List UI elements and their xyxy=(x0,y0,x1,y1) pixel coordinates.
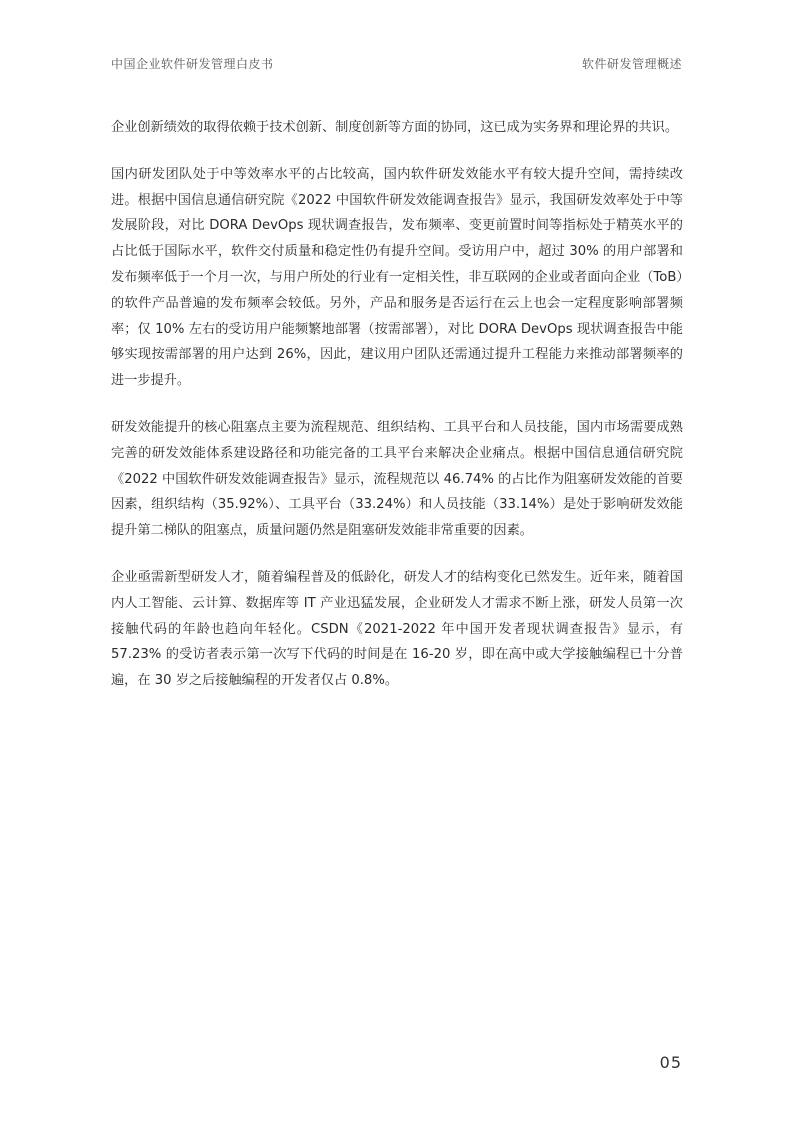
paragraph-efficiency-level: 国内研发团队处于中等效率水平的占比较高，国内软件研发效能水平有较大提升空间，需持续改进。根据中国信息通信研究院《2022 中国软件研发效能调查报告》显示，我国研发效率处于中等发展阶段，对比 DORA DevOps 现状调查报告，发布频率、变更前置时间等指标处于精英水平的占比低于国际水平，软件交付质量和稳定性仍有提升空间。受访用户中，超过 30% 的用户部署和发布频率低于一个月一次，与用户所处的行业有一定相关性，非互联网的企业或者面向企业（ToB）的软件产品普遍的发布频率会较低。另外，产品和服务是否运行在云上也会一定程度影响部署频率；仅 10% 左右的受访用户能频繁地部署（按需部署），对比 DORA DevOps 现状调查报告中能够实现按需部署的用户达到 26%，因此，建议用户团队还需通过提升工程能力来推动部署频率的进一步提升。 xyxy=(111,166,683,389)
body-content xyxy=(111,115,683,715)
paragraph-talent-demand: 企业亟需新型研发人才，随着编程普及的低龄化，研发人才的结构变化已然发生。近年来，随着国内人工智能、云计算、数据库等 IT 产业迅猛发展，企业研发人才需求不断上涨，研发人员第一次接触代码的年龄也趋向年轻化。CSDN《2021-2022 年中国开发者现状调查报告》显示，有 57.23% 的受访者表示第一次写下代码的时间是在 16-20 岁，即在高中或大学接触编程已十分普遍，在 30 岁之后接触编程的开发者仅占 0.8%。 xyxy=(111,569,683,689)
header-document-title: 中国企业软件研发管理白皮书 xyxy=(111,57,274,71)
page-number: 05 xyxy=(659,1053,682,1072)
paragraph-innovation-synergy: 企业创新绩效的取得依赖于技术创新、制度创新等方面的协同，这已成为实务界和理论界的共识。 xyxy=(111,120,679,135)
paragraph-blocking-points: 研发效能提升的核心阻塞点主要为流程规范、组织结构、工具平台和人员技能，国内市场需要成熟完善的研发效能体系建设路径和功能完备的工具平台来解决企业痛点。根据中国信息通信研究院《2022 中国软件研发效能调查报告》显示，流程规范以 46.74% 的占比作为阻塞研发效能的首要因素，组织结构（35.92%）、工具平台（33.24%）和人员技能（33.14%）是处于影响研发效能提升第二梯队的阻塞点，质量问题仍然是阻塞研发效能非常重要的因素。 xyxy=(111,419,683,539)
header-section-title: 软件研发管理概述 xyxy=(581,57,682,71)
